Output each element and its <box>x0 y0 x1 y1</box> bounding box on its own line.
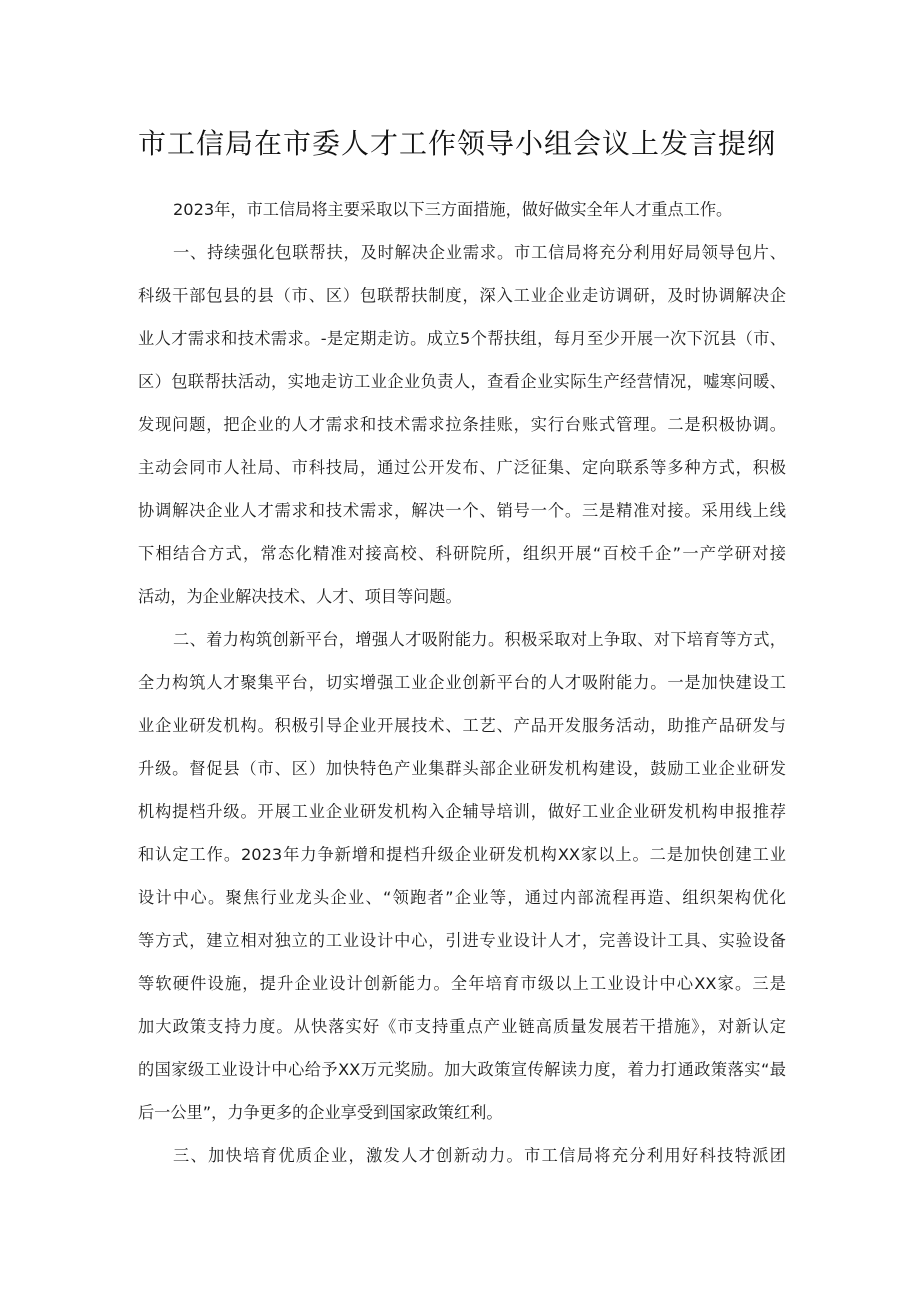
paragraph-intro-line-1: 2023年，市工信局将主要采取以下三方面措施，做好做实全年人才重点工作。 <box>173 200 733 219</box>
paragraph-section-1-line-7: 协调解决企业人才需求和技术需求，解决一个、销号一个。三是精准对接。采用线上线 <box>138 501 786 520</box>
paragraph-section-2-line-10: 加大政策支持力度。从快落实好《市支持重点产业链高质量发展若干措施》，对新认定 <box>138 1017 786 1036</box>
paragraph-section-1-line-1: 一、持续强化包联帮扶，及时解决企业需求。市工信局将充分利用好局领导包片、 <box>173 243 786 262</box>
paragraph-section-2-line-4: 升级。督促县（市、区）加快特色产业集群头部企业研发机构建设，鼓励工业企业研发 <box>138 759 786 778</box>
paragraph-section-3-line-1: 三、加快培育优质企业，激发人才创新动力。市工信局将充分利用好科技特派团 <box>173 1146 786 1165</box>
paragraph-section-2-line-8: 等方式，建立相对独立的工业设计中心，引进专业设计人才，完善设计工具、实验设备 <box>138 931 786 950</box>
paragraph-section-2-line-2: 全力构筑人才聚集平台，切实增强工业企业创新平台的人才吸附能力。一是加快建设工 <box>138 673 786 692</box>
paragraph-section-2-line-5: 机构提档升级。开展工业企业研发机构入企辅导培训，做好工业企业研发机构申报推荐 <box>138 802 786 821</box>
paragraph-section-1-line-6: 主动会同市人社局、市科技局，通过公开发布、广泛征集、定向联系等多种方式，积极 <box>138 458 786 477</box>
paragraph-section-2-line-6: 和认定工作。2023年力争新增和提档升级企业研发机构XX家以上。二是加快创建工业 <box>138 845 786 864</box>
paragraph-section-2-line-3: 业企业研发机构。积极引导企业开展技术、工艺、产品开发服务活动，助推产品研发与 <box>138 716 786 735</box>
paragraph-section-2-line-7: 设计中心。聚焦行业龙头企业、“领跑者”企业等，通过内部流程再造、组织架构优化 <box>138 888 786 907</box>
paragraph-section-1-line-9: 活动，为企业解决技术、人才、项目等问题。 <box>138 587 462 606</box>
paragraph-section-1-line-8: 下相结合方式，常态化精准对接高校、科研院所，组织开展“百校千企”一产学研对接 <box>138 544 786 563</box>
paragraph-section-1-line-5: 发现问题，把企业的人才需求和技术需求拉条挂账，实行台账式管理。二是积极协调。 <box>138 415 786 434</box>
paragraph-section-1-line-3: 业人才需求和技术需求。-是定期走访。成立5个帮扶组，每月至少开展一次下沉县（市、 <box>138 329 786 348</box>
paragraph-section-2-line-12: 后一公里”，力争更多的企业享受到国家政策红利。 <box>138 1103 503 1122</box>
paragraph-section-1-line-2: 科级干部包县的县（市、区）包联帮扶制度，深入工业企业走访调研，及时协调解决企 <box>138 286 786 305</box>
paragraph-section-2-line-11: 的国家级工业设计中心给予XX万元奖励。加大政策宣传解读力度，着力打通政策落实“最 <box>138 1060 786 1079</box>
paragraph-section-1-line-4: 区）包联帮扶活动，实地走访工业企业负责人，查看企业实际生产经营情况，嘘寒问暖、 <box>138 372 786 391</box>
document-title: 市工信局在市委人才工作领导小组会议上发言提纲 <box>138 127 777 160</box>
paragraph-section-2-line-9: 等软硬件设施，提升企业设计创新能力。全年培育市级以上工业设计中心XX家。三是 <box>138 974 786 993</box>
paragraph-section-2-line-1: 二、着力构筑创新平台，增强人才吸附能力。积极采取对上争取、对下培育等方式， <box>173 630 786 649</box>
